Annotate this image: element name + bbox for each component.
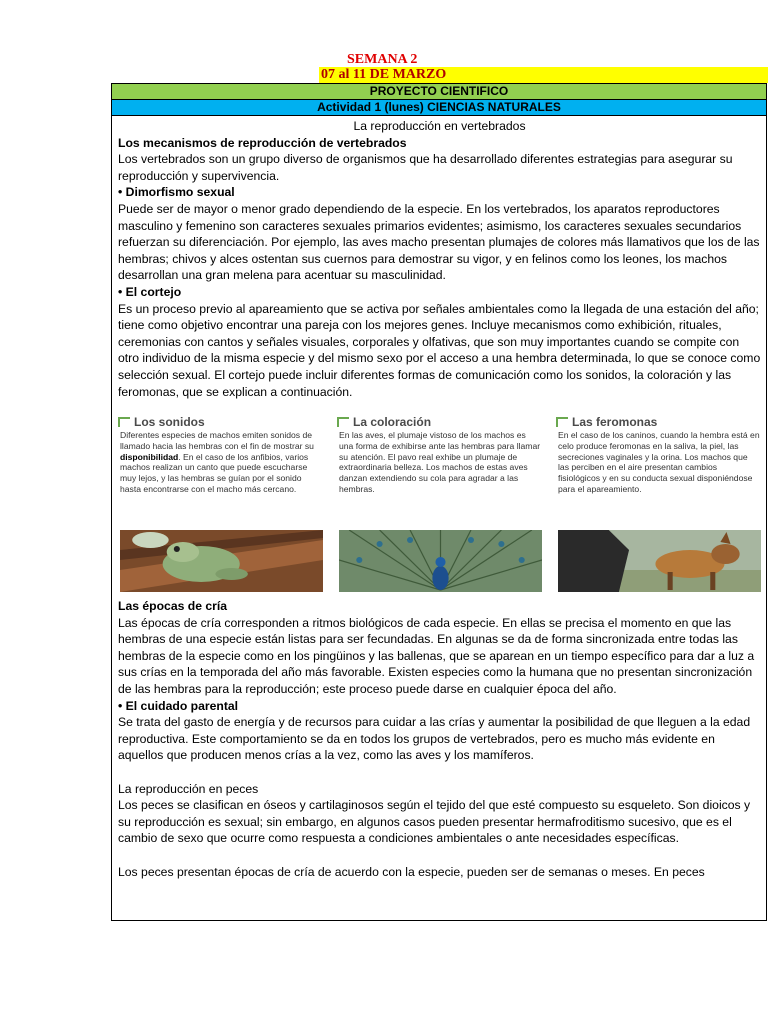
illustration-panels xyxy=(118,414,761,592)
section-heading-cuidado: • El cuidado parental xyxy=(118,698,239,713)
project-band: PROYECTO CIENTIFICO xyxy=(112,84,766,100)
peacock-photo xyxy=(339,530,542,592)
section-heading-cortejo: • El cortejo xyxy=(118,284,182,299)
panel-feromonas xyxy=(556,414,761,592)
dog-photo xyxy=(558,530,761,592)
panel-text: En las aves, el plumaje vistoso de los machos es una forma de exhibirse ante las hembras para llamar su atención. El pavo real exhibe un plumaje de extraordinaria belleza. Los machos de estas aves danzan extendiendo su cola para agradar a las hembras. xyxy=(339,430,541,495)
paragraph-peces: Los peces se clasifican en óseos y cartilaginosos según el tejido del que esté compuesto su esqueleto. Son dioicos y su reproducción es sexual; sin embargo, en algunos casos pueden presentar hermafroditismo sucesivo, que es el cambio de sexo que ocurre como respuesta a condiciones ambientales o ante necesidades específicas. xyxy=(118,798,751,846)
intro-paragraph: Los vertebrados son un grupo diverso de organismos que ha desarrollado diferentes estrategias para asegurar su reproducción y supervivencia. xyxy=(118,152,733,183)
panel-coloracion xyxy=(337,414,542,592)
corner-mark-icon xyxy=(556,417,568,427)
panel-title: Los sonidos xyxy=(134,414,205,429)
section-heading-dimorfismo: • Dimorfismo sexual xyxy=(118,185,235,200)
week-title: SEMANA 2 xyxy=(347,52,418,67)
section-heading-peces: La reproducción en peces xyxy=(118,781,259,796)
paragraph-dimorfismo: Puede ser de mayor o menor grado dependiendo de la especie. En los vertebrados, los aparatos reproductores masculino y femenino son caracteres sexuales primarios evidentes; asimismo, los caracteres sexuales secundarios refuerzan su diferenciación. Por ejemplo, las aves macho presentan plumajes de colores más llamativos que los de las hembras; chivos y alces ostentan sus cuernos para demostrar su vigor, y en felinos como los leones, los machos desarrollan una gran melena para acentuar su masculinidad. xyxy=(118,201,760,283)
corner-mark-icon xyxy=(337,417,349,427)
paragraph-cuidado: Se trata del gasto de energía y de recursos para cuidar a las crías y aumentar la posibilidad de que lleguen a la edad reproductiva. Este comportamiento se da en todos los grupos de vertebrados, pero es mucho más evidente en aquellos que producen menos crías a la vez, como las aves y los mamíferos. xyxy=(118,715,751,763)
doc-title: La reproducción en vertebrados xyxy=(353,119,526,133)
frog-photo xyxy=(120,530,323,592)
activity-band: Actividad 1 (lunes) CIENCIAS NATURALES xyxy=(112,100,766,116)
paragraph-cortejo: Es un proceso previo al apareamiento que se activa por señales ambientales como la llegada de una estación del año; tiene como objetivo encontrar una pareja con los mejores genes. Incluye mecanismos como exhibición, rituales, ceremonias con cantos y señales visuales, corporales y olfativas, que son muy importantes cuando se compite con otro individuo de la misma especie y del mismo sexo por el acceso a una hembra determinada, lo que se conoce como selección sexual. El cortejo puede incluir diferentes formas de comunicación como los sonidos, la coloración y las feromonas, que se explican a continuación. xyxy=(118,301,761,399)
paragraph-cria: Las épocas de cría corresponden a ritmos biológicos de cada especie. En ellas se precisa el momento en que las hembras de una especie están listas para ser fecundadas. En algunas se da de forma sincronizada entre todas las hembras de la especie como en los pingüinos y las ballenas, que se aparean en un tiempo específico para dar a luz a sus crías en la temporada del año más favorable. Existen especies como la humana que no presentan sincronización de las hembras para la reproducción; este proceso puede darse en cualquier época del año. xyxy=(118,615,755,697)
corner-mark-icon xyxy=(118,417,130,427)
section-heading-cria: Las épocas de cría xyxy=(118,599,228,614)
week-dates: 07 al 11 DE MARZO xyxy=(319,67,768,83)
panel-text: Diferentes especies de machos emiten sonidos de llamado hacia las hembras con el fin de mostrar su disponibilidad. En el caso de los anfibios, varios machos realizan un canto que puede escucharse muy lejos, y las hembras se guían por el sonido hasta encontrarse con el macho más cercano. xyxy=(120,430,314,495)
doc-subtitle: Los mecanismos de reproducción de vertebrados xyxy=(118,135,407,150)
panel-text: En el caso de los caninos, cuando la hembra está en celo produce feromonas en la saliva, la piel, las secreciones vaginales y la orina. Los machos que las perciben en el aire presentan cambios fisiológicos y en su conducta sexual disponiéndose para el apareamiento. xyxy=(558,430,760,495)
panel-sonidos xyxy=(118,414,323,592)
paragraph-peces-cria: Los peces presentan épocas de cría de acuerdo con la especie, pueden ser de semanas o meses. En peces xyxy=(118,864,705,879)
panel-title: La coloración xyxy=(353,414,432,429)
document-body xyxy=(112,116,766,880)
panel-title: Las feromonas xyxy=(572,414,658,429)
document-table xyxy=(111,83,767,921)
